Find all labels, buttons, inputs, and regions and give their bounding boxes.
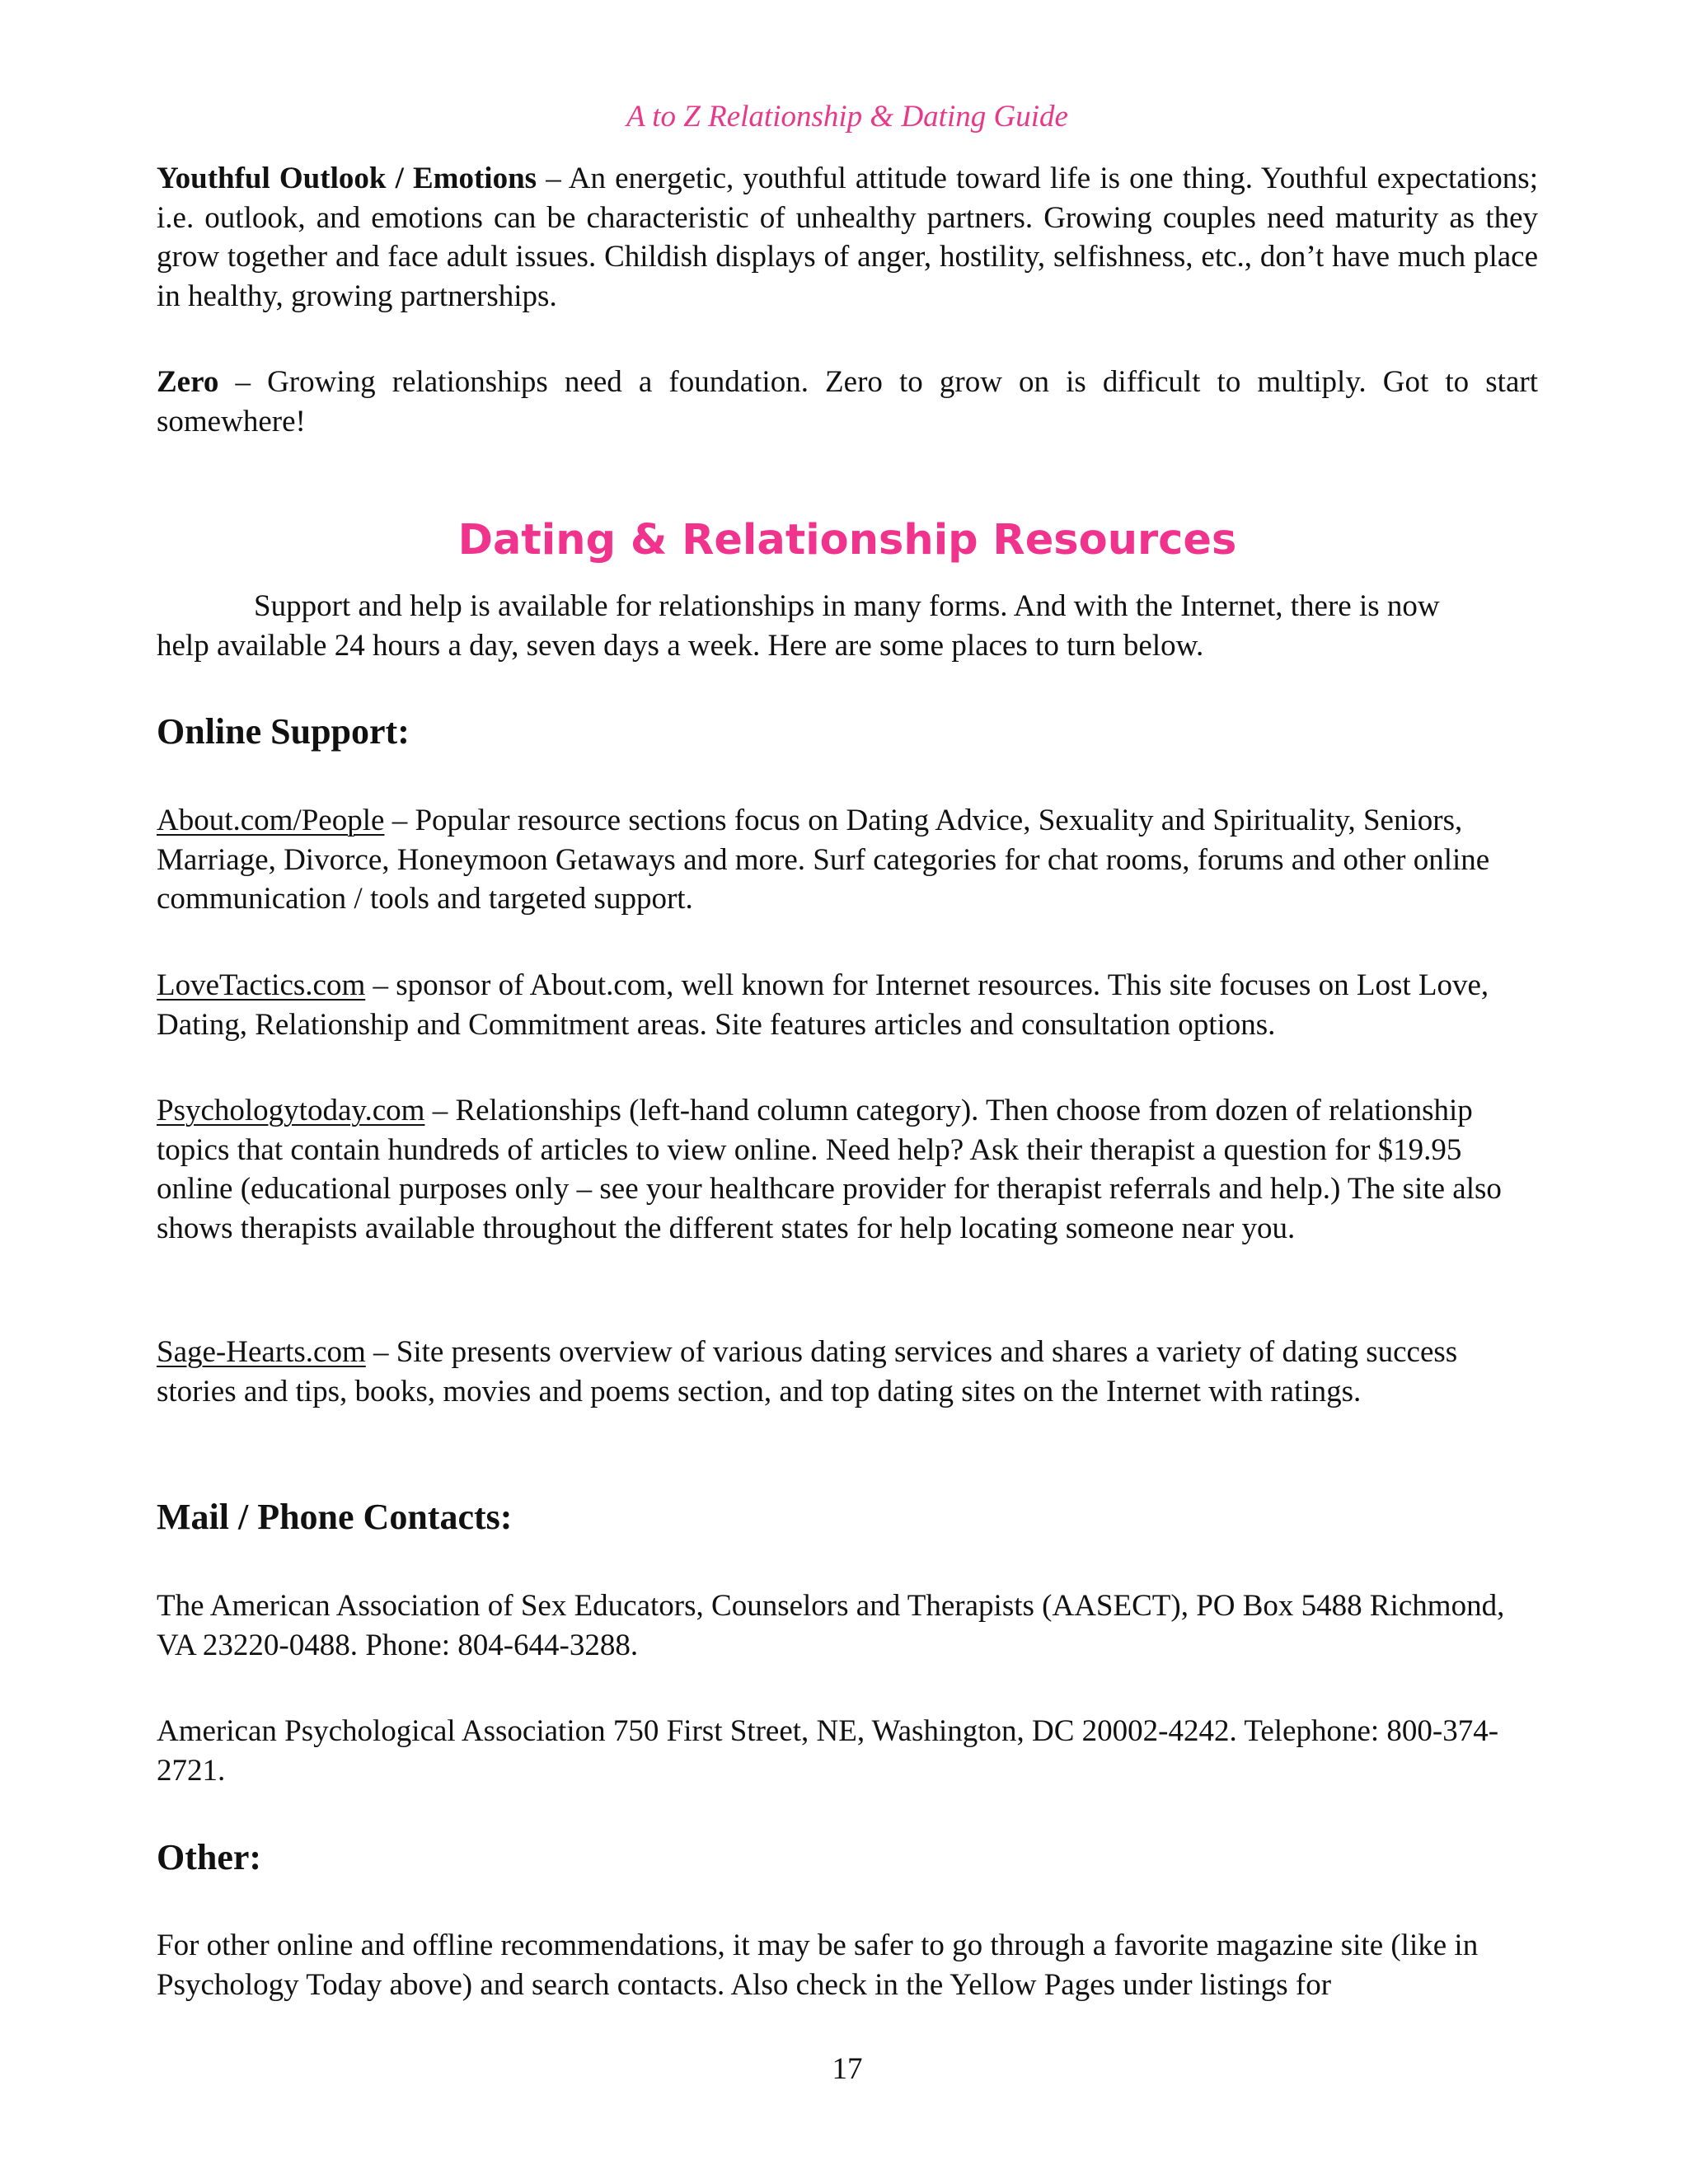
resource-description: – Site presents overview of various dating services and shares a variety of dating success stories and tips, books, movies and poems section, and top dating sites on the Internet with ratings. xyxy=(157,1335,1458,1408)
page-number: 17 xyxy=(832,2052,863,2086)
other-text: For other online and offline recommendations, it may be safer to go through a favorite magazine site (like in Psychology Today above) and search contacts. Also check in the Yellow Pages under listings for xyxy=(157,1929,1479,2002)
entry-zero xyxy=(157,363,1538,441)
resource-item-psychologytoday xyxy=(157,1091,1508,1248)
resource-item-sagehearts xyxy=(157,1333,1492,1411)
resources-intro xyxy=(157,587,1492,665)
resource-link-lovetactics[interactable]: LoveTactics.com xyxy=(157,968,366,1002)
resource-description: – Popular resource sections focus on Dating Advice, Sexuality and Spirituality, Seniors, Marriage, Divorce, Honeymoon Getaways and more. Surf categories for chat rooms, forums and other online communication / tools and targeted support. xyxy=(157,804,1490,916)
section-title: Dating & Relationship Resources xyxy=(457,516,1237,565)
contact-apa: American Psychological Association 750 First Street, NE, Washington, DC 20002-4242. Telephone: 800-374-2721. xyxy=(157,1714,1499,1788)
entry-text: – Growing relationships need a foundation. Zero to grow on is difficult to multiply. Got to start somewhere! xyxy=(157,365,1538,438)
document-page xyxy=(157,0,1538,2184)
resource-item-lovetactics xyxy=(157,966,1541,1044)
online-support-heading: Online Support: xyxy=(157,711,410,752)
entry-term: Zero xyxy=(157,365,219,399)
other-heading: Other: xyxy=(157,1837,262,1877)
intro-text: Support and help is available for relationships in many forms. And with the Internet, there is now help available 24 hours a day, seven days a week. Here are some places to turn below. xyxy=(157,589,1440,663)
resource-link-sagehearts[interactable]: Sage-Hearts.com xyxy=(157,1335,366,1369)
mail-phone-heading: Mail / Phone Contacts: xyxy=(157,1497,513,1537)
resource-description: – Relationships (left-hand column category). Then choose from dozen of relationship topics that contain hundreds of articles to view online. Need help? Ask their therapist a question for $19.95 online (educational purposes only – see your healthcare provider for therapist referrals and help.) The site also shows therapists available throughout the different states for help locating someone near you. xyxy=(157,1094,1502,1245)
resource-description: – sponsor of About.com, well known for Internet resources. This site focuses on Lost Love, Dating, Relationship and Commitment areas. Site features articles and consultation options. xyxy=(157,968,1489,1042)
resource-link-about[interactable]: About.com/People xyxy=(157,804,385,837)
entry-text: – An energetic, youthful attitude toward life is one thing. Youthful expectations; i.e. outlook, and emotions can be characteristic of unhealthy partners. Growing couples need maturity as they grow together and face adult issues. Childish displays of anger, hostility, selfishness, etc., don’t have much place in healthy, growing partnerships. xyxy=(157,162,1538,313)
contact-aasect: The American Association of Sex Educators, Counselors and Therapists (AASECT), PO Box 5488 Richmond, VA 23220-0488. Phone: 804-644-3288. xyxy=(157,1589,1505,1662)
entry-term: Youthful Outlook / Emotions xyxy=(157,162,537,195)
entry-youthful-outlook xyxy=(157,159,1538,316)
resource-link-psychologytoday[interactable]: Psychologytoday.com xyxy=(157,1094,425,1127)
running-header: A to Z Relationship & Dating Guide xyxy=(626,100,1068,134)
resource-item-about xyxy=(157,801,1508,919)
